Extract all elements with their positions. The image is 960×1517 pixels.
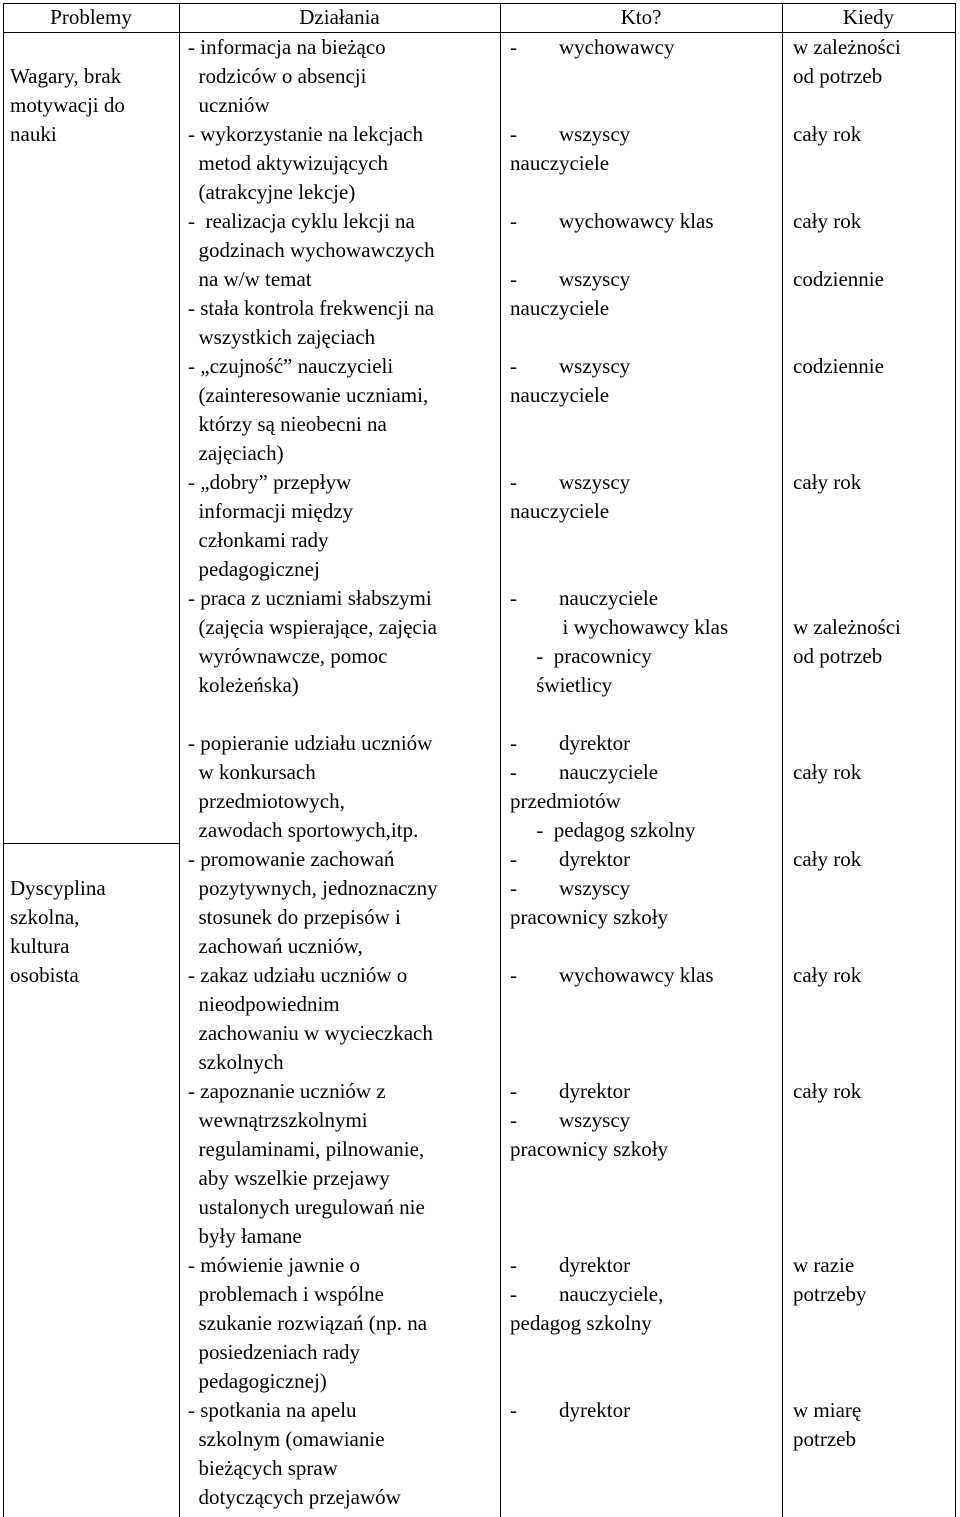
problem-line: motywacji do — [10, 93, 125, 117]
problem-line: kultura — [10, 934, 70, 958]
action-line: aby wszelkie przejawy — [188, 1166, 390, 1190]
who-line: - wszyscy — [510, 354, 631, 378]
who-item — [510, 845, 668, 932]
action-line: (atrakcyjne lekcje) — [188, 180, 356, 204]
action-item — [188, 294, 434, 352]
who-line: nauczyciele — [510, 383, 610, 407]
who-line: - wychowawcy — [510, 35, 675, 59]
when-item — [793, 352, 884, 381]
who-line: - nauczyciele — [510, 586, 659, 610]
action-line: szukanie rozwiązań (np. na — [188, 1311, 428, 1335]
when-item — [793, 613, 901, 671]
action-line: posiedzeniach rady — [188, 1340, 361, 1364]
when-item — [793, 265, 884, 294]
problem-label — [10, 845, 106, 1019]
action-line: zachowaniu w wycieczkach — [188, 1021, 433, 1045]
who-item — [510, 1251, 663, 1338]
action-line: zachowań uczniów, — [188, 934, 363, 958]
when-line: w zależności — [793, 35, 901, 59]
who-line: - pracownicy — [510, 644, 652, 668]
when-line: cały rok — [793, 1079, 862, 1103]
action-line: zawodach sportowych,itp. — [188, 818, 419, 842]
when-line: w zależności — [793, 615, 901, 639]
header-problemy: Problemy — [50, 5, 132, 29]
who-line: - wszyscy — [510, 267, 631, 291]
action-line: - mówienie jawnie o — [188, 1253, 361, 1277]
when-line: codziennie — [793, 354, 884, 378]
who-line: - dyrektor — [510, 1079, 631, 1103]
action-item — [188, 33, 386, 120]
action-line: członkami rady — [188, 528, 329, 552]
who-line: nauczyciele — [510, 151, 610, 175]
action-line: metod aktywizujących — [188, 151, 389, 175]
when-line: potrzeby — [793, 1282, 867, 1306]
who-item — [510, 352, 630, 410]
action-line: ustalonych uregulowań nie — [188, 1195, 425, 1219]
action-line: regulaminami, pilnowanie, — [188, 1137, 425, 1161]
col-divider-2 — [500, 3, 501, 1517]
when-line: od potrzeb — [793, 644, 883, 668]
action-item — [188, 1077, 425, 1251]
header-kto: Kto? — [620, 5, 662, 29]
who-line: - wszyscy — [510, 876, 631, 900]
who-line: - dyrektor — [510, 731, 631, 755]
action-line: wyrównawcze, pomoc — [188, 644, 388, 668]
action-line: problemach i wspólne — [188, 1282, 384, 1306]
when-item — [793, 758, 861, 787]
who-line: - wychowawcy klas — [510, 209, 714, 233]
action-item — [188, 961, 433, 1077]
when-line: cały rok — [793, 847, 862, 871]
when-item — [793, 33, 901, 91]
who-item — [510, 729, 695, 845]
who-line: przedmiotów — [510, 789, 621, 813]
action-item — [188, 1396, 401, 1512]
who-item — [510, 33, 674, 62]
problem-label — [10, 33, 125, 178]
when-line: cały rok — [793, 760, 862, 784]
when-line: od potrzeb — [793, 64, 883, 88]
action-line: na w/w temat — [188, 267, 312, 291]
col-divider-3 — [782, 3, 783, 1517]
who-line: - dyrektor — [510, 1398, 631, 1422]
action-line: - zapoznanie uczniów z — [188, 1079, 386, 1103]
when-item — [793, 845, 861, 874]
action-line: (zajęcia wspierające, zajęcia — [188, 615, 437, 639]
action-item — [188, 352, 428, 468]
action-line: - informacja na bieżąco — [188, 35, 386, 59]
action-line: pozytywnych, jednoznaczny — [188, 876, 438, 900]
action-item — [188, 468, 353, 584]
action-line: informacji między — [188, 499, 354, 523]
when-item — [793, 207, 861, 236]
who-line: - wychowawcy klas — [510, 963, 714, 987]
when-item — [793, 1396, 861, 1454]
action-item — [188, 584, 437, 700]
who-line: świetlicy — [510, 673, 613, 697]
action-line: - „dobry” przepływ — [188, 470, 352, 494]
problem-line: nauki — [10, 122, 57, 146]
when-line: w razie — [793, 1253, 855, 1277]
who-item — [510, 1396, 630, 1425]
action-line: pedagogicznej) — [188, 1369, 327, 1393]
action-line: - popieranie udziału uczniów — [188, 731, 433, 755]
when-item — [793, 961, 861, 990]
action-line: w konkursach — [188, 760, 316, 784]
action-item — [188, 120, 423, 207]
who-item — [510, 468, 630, 526]
action-line: - praca z uczniami słabszymi — [188, 586, 432, 610]
action-line: zajęciach) — [188, 441, 284, 465]
when-item — [793, 120, 861, 149]
action-line: - wykorzystanie na lekcjach — [188, 122, 423, 146]
table-left-border — [3, 3, 4, 1517]
who-line: - pedagog szkolny — [510, 818, 696, 842]
action-line: szkolnych — [188, 1050, 284, 1074]
action-item — [188, 845, 438, 961]
who-item — [510, 1077, 668, 1164]
action-line: - zakaz udziału uczniów o — [188, 963, 408, 987]
who-item — [510, 584, 728, 700]
action-line: dotyczących przejawów — [188, 1485, 401, 1509]
action-line: (zainteresowanie uczniami, — [188, 383, 429, 407]
who-line: - dyrektor — [510, 1253, 631, 1277]
who-item — [510, 961, 714, 990]
action-line: przedmiotowych, — [188, 789, 345, 813]
when-line: potrzeb — [793, 1427, 856, 1451]
when-line: w miarę — [793, 1398, 862, 1422]
when-line: cały rok — [793, 963, 862, 987]
who-item — [510, 265, 630, 323]
header-dzialania: Działania — [299, 5, 380, 29]
who-item — [510, 207, 714, 236]
when-line: cały rok — [793, 470, 862, 494]
action-line: godzinach wychowawczych — [188, 238, 435, 262]
action-line: którzy są nieobecni na — [188, 412, 387, 436]
action-line: - spotkania na apelu — [188, 1398, 357, 1422]
who-line: - dyrektor — [510, 847, 631, 871]
who-item — [510, 120, 630, 178]
when-item — [793, 1077, 861, 1106]
action-line: stosunek do przepisów i — [188, 905, 401, 929]
action-line: - realizacja cyklu lekcji na — [188, 209, 415, 233]
action-line: - „czujność” nauczycieli — [188, 354, 394, 378]
action-line: były łamane — [188, 1224, 302, 1248]
header-kiedy: Kiedy — [842, 5, 895, 29]
action-line: szkolnym (omawianie — [188, 1427, 385, 1451]
who-line: nauczyciele — [510, 296, 610, 320]
action-line: koleżeńska) — [188, 673, 299, 697]
problem-line: Dyscyplina — [10, 876, 106, 900]
problem-line: osobista — [10, 963, 79, 987]
action-line: wewnątrzszkolnymi — [188, 1108, 368, 1132]
action-line: uczniów — [188, 93, 270, 117]
who-line: - nauczyciele, — [510, 1282, 664, 1306]
when-line: cały rok — [793, 122, 862, 146]
who-line: pracownicy szkoły — [510, 905, 669, 929]
row-divider — [3, 843, 180, 844]
who-line: - nauczyciele — [510, 760, 659, 784]
problem-line: szkolna, — [10, 905, 80, 929]
action-line: rodziców o absencji — [188, 64, 367, 88]
when-item — [793, 1251, 866, 1309]
who-line: - wszyscy — [510, 1108, 631, 1132]
problem-line: Wagary, brak — [10, 64, 122, 88]
action-line: nieodpowiednim — [188, 992, 340, 1016]
table-right-border — [955, 3, 956, 1517]
who-line: i wychowawcy klas — [510, 615, 729, 639]
action-line: - stała kontrola frekwencji na — [188, 296, 435, 320]
action-item — [188, 207, 435, 294]
who-line: pracownicy szkoły — [510, 1137, 669, 1161]
action-line: pedagogicznej — [188, 557, 320, 581]
action-line: wszystkich zajęciach — [188, 325, 376, 349]
who-line: - wszyscy — [510, 122, 631, 146]
when-line: cały rok — [793, 209, 862, 233]
action-line: - promowanie zachowań — [188, 847, 395, 871]
who-line: nauczyciele — [510, 499, 610, 523]
who-line: - wszyscy — [510, 470, 631, 494]
action-item — [188, 729, 432, 845]
when-item — [793, 468, 861, 497]
col-divider-1 — [179, 3, 180, 1517]
when-line: codziennie — [793, 267, 884, 291]
action-line: bieżących spraw — [188, 1456, 338, 1480]
action-item — [188, 1251, 427, 1396]
who-line: pedagog szkolny — [510, 1311, 652, 1335]
